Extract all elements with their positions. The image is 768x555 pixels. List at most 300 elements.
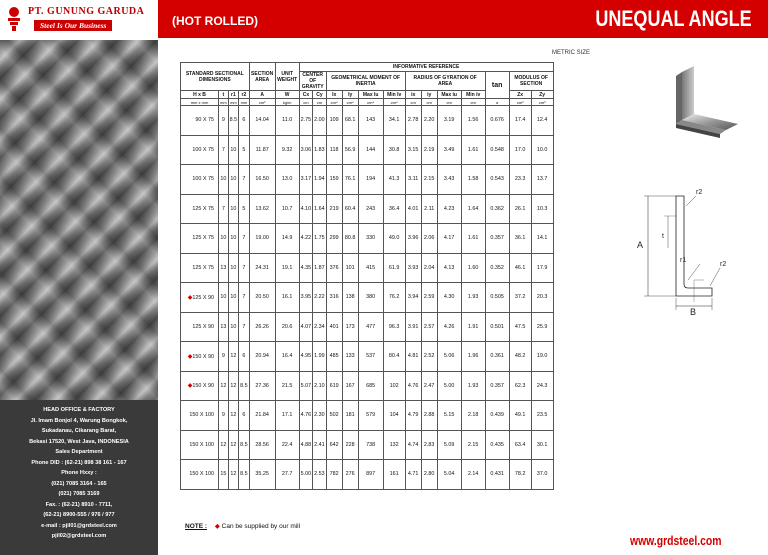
table-cell-cy: 2.10 <box>313 371 327 401</box>
header-subtitle: (HOT ROLLED) <box>172 14 258 28</box>
header-informative-reference: INFORMATIVE REFERENCE <box>299 63 553 72</box>
table-cell-iy: 167 <box>342 371 358 401</box>
table-cell-cy: 2.30 <box>313 401 327 431</box>
table-cell-ix: 401 <box>326 312 342 342</box>
table-cell-ry: 2.15 <box>421 165 437 195</box>
subheader-cell: Ix <box>326 91 342 99</box>
table-cell-cy: 1.75 <box>313 224 327 254</box>
table-cell-zx: 47.5 <box>509 312 531 342</box>
table-cell-tan: 0.361 <box>485 342 509 372</box>
table-cell-tan: 0.439 <box>485 401 509 431</box>
header-standard-dimensions: STANDARD SECTIONAL DIMENSIONS <box>181 63 250 91</box>
table-cell-cy: 2.41 <box>313 430 327 460</box>
table-cell-r2: 6 <box>239 342 250 372</box>
subheader-cell: Cx <box>299 91 313 99</box>
table-cell-rv: 1.93 <box>461 371 485 401</box>
table-cell-W: 9.32 <box>275 135 299 165</box>
table-cell-zy: 10.3 <box>531 194 553 224</box>
table-cell-r1: 10 <box>228 165 239 195</box>
table-cell-r2: 8.5 <box>239 460 250 490</box>
table-cell-ry: 2.88 <box>421 401 437 431</box>
table-cell-A: 20.94 <box>249 342 275 372</box>
table-cell-rv: 1.56 <box>461 106 485 136</box>
table-cell-ry: 2.04 <box>421 253 437 283</box>
size-text: 125 X 75 <box>192 264 214 271</box>
table-cell-ru: 5.06 <box>437 342 461 372</box>
table-cell-t: 12 <box>219 371 229 401</box>
table-cell-iu: 243 <box>358 194 383 224</box>
header-unit-weight: UNIT WEIGHT <box>275 63 299 91</box>
unit-cell: cm⁴ <box>383 99 405 106</box>
table-row <box>181 135 554 165</box>
contact-line: (021) 7085 3169 <box>58 491 100 497</box>
unit-cell: cm <box>437 99 461 106</box>
spec-table-wrapper <box>180 62 554 490</box>
table-cell-zy: 19.0 <box>531 342 553 372</box>
table-cell-tan: 0.501 <box>485 312 509 342</box>
table-cell-r1: 12 <box>228 460 239 490</box>
table-cell-rx: 4.71 <box>405 460 421 490</box>
spec-table-body <box>181 106 554 490</box>
table-cell-iy: 56.9 <box>342 135 358 165</box>
header-tan: tan <box>485 72 509 99</box>
table-cell-iu: 897 <box>358 460 383 490</box>
table-cell-ru: 4.30 <box>437 283 461 313</box>
table-cell-A: 16.50 <box>249 165 275 195</box>
table-row <box>181 460 554 490</box>
header-section-area: SECTION AREA <box>249 63 275 91</box>
size-text: 125 X 75 <box>192 235 214 242</box>
table-cell-A: 27.36 <box>249 371 275 401</box>
table-cell-t: 10 <box>219 165 229 195</box>
size-cell <box>181 430 219 460</box>
unit-cell: mm <box>220 99 227 105</box>
table-cell-A: 21.84 <box>249 401 275 431</box>
table-cell-ru: 3.43 <box>437 165 461 195</box>
table-cell-tan: 0.357 <box>485 371 509 401</box>
table-cell-t: 9 <box>219 401 229 431</box>
logo-box <box>0 0 158 40</box>
unit-cell: mm <box>230 99 237 105</box>
table-cell-iu: 143 <box>358 106 383 136</box>
table-cell-tan: 0.505 <box>485 283 509 313</box>
mark-dot-icon: ◆ <box>214 523 220 530</box>
size-text: 125 X 90 <box>192 323 214 330</box>
table-cell-zx: 49.1 <box>509 401 531 431</box>
table-cell-r1: 12 <box>228 371 239 401</box>
subheader-cell: Zy <box>531 91 553 99</box>
subheader-cell: Min iv <box>461 91 485 99</box>
table-cell-cy: 1.64 <box>313 194 327 224</box>
table-cell-t: 9 <box>219 342 229 372</box>
header-bar <box>158 0 768 38</box>
table-cell-ru: 5.15 <box>437 401 461 431</box>
table-cell-W: 14.9 <box>275 224 299 254</box>
unit-cell: α <box>485 99 509 106</box>
contact-line: Sales Department <box>55 449 103 455</box>
table-cell-tan: 0.431 <box>485 460 509 490</box>
size-cell <box>181 224 219 254</box>
contact-line: Sukadanau, Cikarang Barat, <box>41 428 117 434</box>
table-cell-rv: 1.61 <box>461 135 485 165</box>
table-cell-zy: 37.0 <box>531 460 553 490</box>
dimension-label-a: A <box>637 240 644 250</box>
table-cell-t: 10 <box>219 283 229 313</box>
unit-cell: cm⁴ <box>326 99 342 106</box>
size-text: 150 X 100 <box>189 471 214 478</box>
table-cell-r2: 8.5 <box>239 371 250 401</box>
table-cell-zx: 48.2 <box>509 342 531 372</box>
website-link[interactable]: www.grdsteel.com <box>630 533 722 548</box>
table-cell-iu: 738 <box>358 430 383 460</box>
unit-cell: cm <box>421 99 437 106</box>
table-cell-cx: 2.75 <box>299 106 313 136</box>
table-cell-r1: 12 <box>228 342 239 372</box>
unequal-angle-product-icon <box>652 62 744 142</box>
table-cell-r1: 10 <box>228 135 239 165</box>
table-cell-ix: 299 <box>326 224 342 254</box>
contact-line: e-mail : pjil01@grdsteel.com <box>41 522 117 529</box>
table-cell-zx: 62.3 <box>509 371 531 401</box>
table-cell-ru: 4.26 <box>437 312 461 342</box>
table-cell-tan: 0.676 <box>485 106 509 136</box>
unit-cell: cm <box>313 99 327 106</box>
table-cell-zy: 23.5 <box>531 401 553 431</box>
mill-mark-icon: ◆ <box>187 383 193 390</box>
table-cell-r2: 5 <box>239 135 250 165</box>
table-cell-zy: 13.7 <box>531 165 553 195</box>
table-cell-A: 11.87 <box>249 135 275 165</box>
table-cell-r2: 7 <box>239 253 250 283</box>
size-cell <box>181 165 219 195</box>
size-text: 125 X 90 <box>192 294 214 301</box>
contact-line: (62-21) 8900-555 / 976 / 977 <box>43 512 115 518</box>
table-cell-A: 28.56 <box>249 430 275 460</box>
table-cell-A: 35.25 <box>249 460 275 490</box>
note-label: NOTE : <box>185 523 208 530</box>
table-cell-iy: 173 <box>342 312 358 342</box>
table-cell-ix: 485 <box>326 342 342 372</box>
contact-line: Jl. Imam Bonjol 4, Warung Bongkok, <box>30 417 128 424</box>
table-cell-rx: 3.15 <box>405 135 421 165</box>
size-text: 100 X 75 <box>192 146 214 153</box>
table-cell-cy: 2.22 <box>313 283 327 313</box>
table-cell-r1: 10 <box>228 283 239 313</box>
size-cell <box>181 253 219 283</box>
table-cell-r2: 8.5 <box>239 430 250 460</box>
table-cell-W: 16.4 <box>275 342 299 372</box>
table-cell-r1: 12 <box>228 401 239 431</box>
size-cell <box>181 135 219 165</box>
header-radius-of-gyration: RADIUS OF GYRATION OF AREA <box>405 72 485 91</box>
table-cell-ry: 2.83 <box>421 430 437 460</box>
table-cell-cx: 5.07 <box>299 371 313 401</box>
table-cell-zy: 25.9 <box>531 312 553 342</box>
header-modulus-of-section: MODULUS OF SECTION <box>509 72 553 91</box>
table-cell-ix: 159 <box>326 165 342 195</box>
size-cell <box>181 106 219 136</box>
table-row <box>181 342 554 372</box>
table-row <box>181 106 554 136</box>
table-cell-zx: 46.1 <box>509 253 531 283</box>
dimension-label-r2-top: r2 <box>696 189 703 196</box>
table-cell-rv: 1.58 <box>461 165 485 195</box>
table-cell-cy: 1.99 <box>313 342 327 372</box>
unit-cell: cm <box>299 99 313 106</box>
table-cell-A: 26.26 <box>249 312 275 342</box>
subheader-cell: Iy <box>342 91 358 99</box>
table-cell-zy: 14.1 <box>531 224 553 254</box>
size-cell <box>181 342 219 372</box>
unit-cell: mm <box>240 99 248 105</box>
table-cell-r2: 7 <box>239 224 250 254</box>
unit-cell: cm² <box>249 99 275 106</box>
table-cell-cx: 4.88 <box>299 430 313 460</box>
table-cell-ru: 5.00 <box>437 371 461 401</box>
table-cell-zx: 17.0 <box>509 135 531 165</box>
table-cell-cx: 3.95 <box>299 283 313 313</box>
table-cell-ry: 2.20 <box>421 106 437 136</box>
contact-line: Fax. : (62-21) 8910 - 7711, <box>45 501 113 508</box>
subheader-cell: Min Iv <box>383 91 405 99</box>
table-cell-tan: 0.357 <box>485 224 509 254</box>
table-cell-zx: 37.2 <box>509 283 531 313</box>
size-text: 150 X 90 <box>192 383 214 390</box>
table-cell-zy: 17.9 <box>531 253 553 283</box>
table-cell-ru: 3.19 <box>437 106 461 136</box>
subheader-cell: Max iu <box>437 91 461 99</box>
table-cell-rv: 1.60 <box>461 253 485 283</box>
table-cell-W: 13.0 <box>275 165 299 195</box>
table-row <box>181 312 554 342</box>
table-cell-iv: 132 <box>383 430 405 460</box>
table-cell-ru: 3.49 <box>437 135 461 165</box>
table-cell-cy: 2.34 <box>313 312 327 342</box>
table-cell-rx: 3.96 <box>405 224 421 254</box>
table-cell-iu: 415 <box>358 253 383 283</box>
table-cell-iv: 30.8 <box>383 135 405 165</box>
table-cell-r1: 10 <box>228 194 239 224</box>
company-tagline: Steel Is Our Business <box>34 20 112 31</box>
table-cell-iu: 537 <box>358 342 383 372</box>
table-cell-iv: 80.4 <box>383 342 405 372</box>
table-cell-rx: 3.93 <box>405 253 421 283</box>
size-text: 100 X 75 <box>192 176 214 183</box>
subheader-cell: iy <box>421 91 437 99</box>
table-cell-iu: 685 <box>358 371 383 401</box>
table-cell-ix: 316 <box>326 283 342 313</box>
table-cell-iy: 101 <box>342 253 358 283</box>
size-cell <box>181 283 219 313</box>
table-cell-iv: 104 <box>383 401 405 431</box>
table-cell-iv: 49.0 <box>383 224 405 254</box>
table-cell-ru: 5.04 <box>437 460 461 490</box>
table-cell-r1: 8.5 <box>228 106 239 136</box>
table-cell-iu: 579 <box>358 401 383 431</box>
size-cell <box>181 401 219 431</box>
table-cell-cy: 1.87 <box>313 253 327 283</box>
header-moment-of-inertia: GEOMETRICAL MOMENT OF INERTIA <box>326 72 405 91</box>
table-cell-W: 20.6 <box>275 312 299 342</box>
table-cell-iu: 477 <box>358 312 383 342</box>
table-cell-rx: 3.94 <box>405 283 421 313</box>
table-cell-t: 7 <box>219 135 229 165</box>
table-cell-iy: 181 <box>342 401 358 431</box>
contact-line: Phone DID : (62-21) 898 38 161 - 167 <box>31 459 127 466</box>
contact-line: Bekasi 17520, West Java, INDONESIA <box>29 438 129 445</box>
table-cell-iv: 34.1 <box>383 106 405 136</box>
table-cell-cx: 4.76 <box>299 401 313 431</box>
table-cell-cy: 2.00 <box>313 106 327 136</box>
table-cell-rv: 1.91 <box>461 312 485 342</box>
table-row <box>181 165 554 195</box>
table-cell-ry: 2.59 <box>421 283 437 313</box>
contact-line: HEAD OFFICE & FACTORY <box>43 407 115 413</box>
note-text: Can be supplied by our mill <box>221 523 301 530</box>
table-cell-r1: 10 <box>228 224 239 254</box>
contact-line: Phone Hxxy : <box>61 470 97 476</box>
table-cell-zy: 12.4 <box>531 106 553 136</box>
table-row <box>181 430 554 460</box>
unit-cell: cm <box>405 99 421 106</box>
steel-angles-photo-overlay <box>0 40 158 400</box>
table-cell-r2: 7 <box>239 312 250 342</box>
table-cell-rv: 1.96 <box>461 342 485 372</box>
size-cell <box>181 371 219 401</box>
table-cell-ix: 782 <box>326 460 342 490</box>
table-cell-t: 7 <box>219 194 229 224</box>
table-cell-tan: 0.548 <box>485 135 509 165</box>
table-cell-A: 24.31 <box>249 253 275 283</box>
table-cell-ix: 109 <box>326 106 342 136</box>
size-cell <box>181 194 219 224</box>
table-cell-A: 14.04 <box>249 106 275 136</box>
table-cell-rv: 2.18 <box>461 401 485 431</box>
unit-cell: cm <box>461 99 485 106</box>
table-cell-ix: 219 <box>326 194 342 224</box>
table-cell-ru: 4.17 <box>437 224 461 254</box>
subheader-cell: Cy <box>313 91 327 99</box>
table-cell-tan: 0.362 <box>485 194 509 224</box>
table-cell-iu: 194 <box>358 165 383 195</box>
dimension-label-t: t <box>662 233 664 240</box>
subheader-cell: H x B <box>181 91 219 99</box>
header-center-of-gravity: CENTER OF GRAVITY <box>299 72 326 91</box>
table-cell-A: 20.50 <box>249 283 275 313</box>
size-cell <box>181 460 219 490</box>
subheader-cell: ix <box>405 91 421 99</box>
table-cell-ru: 4.13 <box>437 253 461 283</box>
table-row <box>181 194 554 224</box>
table-cell-zy: 20.3 <box>531 283 553 313</box>
table-cell-tan: 0.543 <box>485 165 509 195</box>
table-cell-zy: 24.3 <box>531 371 553 401</box>
contact-line: (021) 7085 3164 - 165 <box>51 480 107 487</box>
table-cell-t: 12 <box>219 430 229 460</box>
table-cell-iu: 144 <box>358 135 383 165</box>
mill-mark-icon: ◆ <box>187 294 193 301</box>
table-cell-iv: 161 <box>383 460 405 490</box>
unit-cell: kg/m <box>275 99 299 106</box>
table-cell-iy: 60.4 <box>342 194 358 224</box>
table-cell-zy: 10.0 <box>531 135 553 165</box>
unit-cell: cm⁴ <box>342 99 358 106</box>
table-cell-ry: 2.57 <box>421 312 437 342</box>
table-cell-cx: 3.06 <box>299 135 313 165</box>
sidebar <box>0 0 158 555</box>
table-cell-W: 22.4 <box>275 430 299 460</box>
table-cell-iv: 96.3 <box>383 312 405 342</box>
dimension-label-r1: r1 <box>680 257 687 264</box>
mill-mark-icon: ◆ <box>187 353 193 360</box>
table-cell-iv: 36.4 <box>383 194 405 224</box>
table-cell-ry: 2.19 <box>421 135 437 165</box>
table-cell-iy: 68.1 <box>342 106 358 136</box>
table-cell-r2: 7 <box>239 283 250 313</box>
table-cell-iy: 228 <box>342 430 358 460</box>
table-cell-rv: 2.14 <box>461 460 485 490</box>
table-cell-W: 27.7 <box>275 460 299 490</box>
table-cell-cx: 4.22 <box>299 224 313 254</box>
table-cell-t: 13 <box>219 312 229 342</box>
table-cell-cx: 4.07 <box>299 312 313 342</box>
table-cell-A: 13.62 <box>249 194 275 224</box>
table-cell-r1: 10 <box>228 253 239 283</box>
table-cell-cy: 1.94 <box>313 165 327 195</box>
size-text: 150 X 100 <box>189 441 214 448</box>
note <box>185 522 300 530</box>
table-cell-tan: 0.435 <box>485 430 509 460</box>
table-row <box>181 283 554 313</box>
table-cell-W: 19.1 <box>275 253 299 283</box>
unit-cell: mm x mm <box>181 99 219 106</box>
table-cell-r2: 5 <box>239 194 250 224</box>
table-cell-r2: 6 <box>239 401 250 431</box>
subheader-cell: r2 <box>239 91 250 99</box>
table-cell-cy: 1.83 <box>313 135 327 165</box>
table-cell-ry: 2.52 <box>421 342 437 372</box>
table-row <box>181 371 554 401</box>
table-cell-W: 11.0 <box>275 106 299 136</box>
table-cell-rx: 4.74 <box>405 430 421 460</box>
table-cell-W: 17.1 <box>275 401 299 431</box>
table-cell-iy: 80.8 <box>342 224 358 254</box>
table-cell-tan: 0.352 <box>485 253 509 283</box>
table-cell-zx: 26.1 <box>509 194 531 224</box>
unit-cell: cm³ <box>531 99 553 106</box>
size-text: 150 X 90 <box>192 353 214 360</box>
table-cell-rv: 2.15 <box>461 430 485 460</box>
table-cell-rx: 2.78 <box>405 106 421 136</box>
table-cell-rv: 1.93 <box>461 283 485 313</box>
table-cell-W: 16.1 <box>275 283 299 313</box>
table-cell-ix: 642 <box>326 430 342 460</box>
table-cell-iv: 76.2 <box>383 283 405 313</box>
table-cell-iu: 330 <box>358 224 383 254</box>
table-cell-rx: 4.79 <box>405 401 421 431</box>
table-cell-ix: 376 <box>326 253 342 283</box>
table-cell-iv: 102 <box>383 371 405 401</box>
table-cell-rv: 1.61 <box>461 224 485 254</box>
table-cell-r1: 10 <box>228 312 239 342</box>
table-cell-rx: 4.01 <box>405 194 421 224</box>
subheader-cell: W <box>275 91 299 99</box>
table-cell-t: 13 <box>219 253 229 283</box>
table-cell-t: 10 <box>219 224 229 254</box>
table-cell-rx: 3.91 <box>405 312 421 342</box>
page-title: UNEQUAL ANGLE <box>595 6 752 31</box>
unit-cell: cm³ <box>509 99 531 106</box>
